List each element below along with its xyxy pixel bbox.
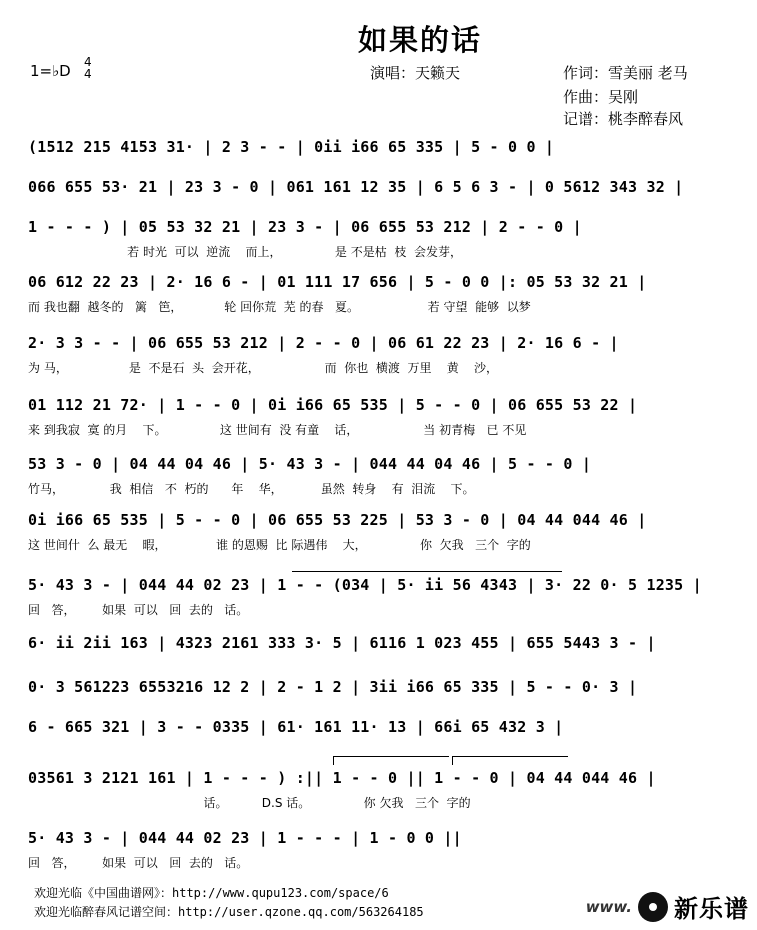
score-row xyxy=(28,396,730,458)
score-notes: (1512 215 4153 31· | 2 3 - - | 0ii i66 65 335 | 5 - 0 0 | xyxy=(28,138,555,156)
score-row xyxy=(28,455,730,517)
score-lyrics: 而 我也翻 越冬的 篱 笆， 轮 回你荒 芜 的春 夏。 若 守望 能够 以梦 xyxy=(28,300,531,314)
score-row xyxy=(28,218,730,280)
score-lyrics: 这 世间什 么 最无 暇， 谁 的恩赐 比 际遇伟 大， 你 欠我 三个 字的 xyxy=(28,538,531,552)
volta-bracket-2 xyxy=(452,756,568,765)
score-notes: 1 - - - ) | 05 53 32 21 | 23 3 - | 06 655 53 212 | 2 - - 0 | xyxy=(28,218,582,236)
score-row xyxy=(28,829,730,891)
time-signature xyxy=(84,56,92,80)
time-signature-bottom: 4 xyxy=(84,67,92,81)
score-notes: 5· 43 3 - | 044 44 02 23 | 1 - - - | 1 - 0 0 || xyxy=(28,829,462,847)
lyricist-credit: 作词：雪美丽 老马 xyxy=(563,64,688,82)
score-notes: 2· 3 3 - - | 06 655 53 212 | 2 - - 0 | 06 61 22 23 | 2· 16 6 - | xyxy=(28,334,619,352)
score-notes: 0i i66 65 535 | 5 - - 0 | 06 655 53 225 | 53 3 - 0 | 04 44 044 46 | xyxy=(28,511,647,529)
score-lyrics: 来 到我寂 寞 的月 下。 这 世间有 没 有童 话， 当 初青梅 已 不见 xyxy=(28,423,527,437)
score-notes: 066 655 53· 21 | 23 3 - 0 | 061 161 12 35 | 6 5 6 3 - | 0 5612 343 32 | xyxy=(28,178,684,196)
logo-text: 新乐谱 xyxy=(674,895,749,923)
composer-credit: 作曲：吴刚 xyxy=(563,88,639,106)
score-notes: 03561 3 2121 161 | 1 - - - ) :|| 1 - - 0 || 1 - - 0 | 04 44 044 46 | xyxy=(28,769,656,787)
score-row xyxy=(28,334,730,396)
song-title: 如果的话 xyxy=(357,23,482,57)
score-lyrics: 回 答， 如果 可以 回 去的 话。 xyxy=(28,856,249,870)
site-logo xyxy=(586,889,749,924)
score-row xyxy=(28,511,730,573)
score-notes: 01 112 21 72· | 1 - - 0 | 0i i66 65 535 | 5 - - 0 | 06 655 53 22 | xyxy=(28,396,638,414)
footer-line-1: 欢迎光临《中国曲谱网》：http://www.qupu123.com/space/6 xyxy=(34,886,389,900)
score-notes: 53 3 - 0 | 04 44 04 46 | 5· 43 3 - | 044 44 04 46 | 5 - - 0 | xyxy=(28,455,592,473)
singer-credit: 演唱：天籁天 xyxy=(370,64,461,82)
score-notes: 06 612 22 23 | 2· 16 6 - | 01 111 17 656 | 5 - 0 0 |: 05 53 32 21 | xyxy=(28,273,647,291)
score-row xyxy=(28,769,730,831)
score-lyrics: 话。 D.S 话。 你 欠我 三个 字的 xyxy=(28,796,471,810)
score-notes: 6 - 665 321 | 3 - - 0335 | 61· 161 11· 13 | 66i 65 432 3 | xyxy=(28,718,564,736)
score-lyrics: 为 马， 是 不是石 头 会开花， 而 你也 横渡 万里 黄 沙， xyxy=(28,361,498,375)
key-signature: 1=♭D xyxy=(30,62,71,80)
score-lyrics: 回 答， 如果 可以 回 去的 话。 xyxy=(28,603,249,617)
volta-bracket xyxy=(292,571,562,572)
score-notes: 5· 43 3 - | 044 44 02 23 | 1 - - (034 | 5· ii 56 4343 | 3· 22 0· 5 1235 | xyxy=(28,576,702,594)
volta-bracket-1 xyxy=(333,756,449,765)
footer-line-2: 欢迎光临醉春风记谱空间：http://user.qzone.qq.com/563264185 xyxy=(34,905,424,919)
score-lyrics: 若 时光 可以 逆流 而上， 是 不是枯 枝 会发芽， xyxy=(28,245,462,259)
time-signature-top: 4 xyxy=(84,55,92,69)
score-notes: 6· ii 2ii 163 | 4323 2161 333 3· 5 | 6116 1 023 455 | 655 5443 3 - | xyxy=(28,634,656,652)
transcriber-credit: 记谱：桃李醉春风 xyxy=(563,110,684,128)
music-disc-icon xyxy=(638,892,668,922)
score-notes: 0· 3 561223 6553216 12 2 | 2 - 1 2 | 3ii i66 65 335 | 5 - - 0· 3 | xyxy=(28,678,638,696)
score-row xyxy=(28,576,730,638)
score-row xyxy=(28,273,730,335)
score-lyrics: 竹马， 我 相信 不 朽的 年 华， 虽然 转身 有 泪流 下。 xyxy=(28,482,475,496)
logo-www: www. xyxy=(585,897,632,916)
